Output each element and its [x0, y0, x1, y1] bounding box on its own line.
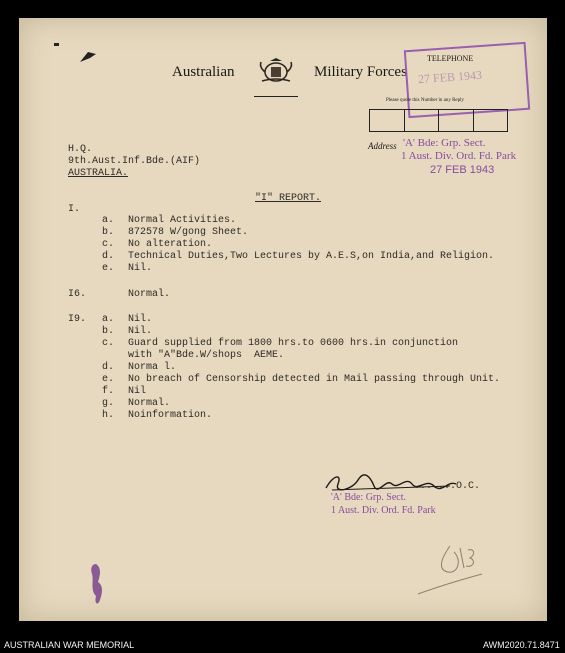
section-19-item-b: Nil. — [128, 326, 153, 337]
letterhead-rule — [254, 96, 298, 97]
section-19-number: I9. — [68, 314, 87, 325]
section-1-item-c: No alteration. — [128, 239, 213, 250]
section-19-item-f: Nil — [128, 386, 147, 397]
signature-oc: .......O.C. — [414, 481, 481, 492]
sender-line1: H.Q. — [68, 144, 93, 155]
section-1-item-e: Nil. — [128, 263, 153, 274]
section-19-item-h-letter: h. — [102, 410, 115, 421]
section-19-item-d-letter: d. — [102, 362, 115, 373]
section-19-item-a-letter: a. — [102, 314, 115, 325]
coat-of-arms-emblem — [256, 57, 296, 85]
stamp-unit-line1: 'A' Bde: Grp. Sect. — [403, 137, 486, 149]
signature-stamp-line2: 1 Aust. Div. Ord. Fd. Park — [331, 505, 436, 516]
ink-blot — [84, 560, 114, 610]
section-19-item-a: Nil. — [128, 314, 153, 325]
stamp-date: 27 FEB 1943 — [430, 164, 495, 176]
section-19-item-e: No breach of Censorship detected in Mail passing through Unit. — [128, 374, 501, 385]
section-1-number: I. — [68, 204, 81, 215]
section-19-item-c-letter: c. — [102, 338, 115, 349]
section-1-item-c-letter: c. — [102, 239, 115, 250]
letterhead-right: Military Forces — [314, 64, 407, 80]
letterhead-left: Australian — [172, 64, 235, 80]
section-19-item-f-letter: f. — [102, 386, 115, 397]
section-1-item-b-letter: b. — [102, 227, 115, 238]
section-1-item-a: Normal Activities. — [128, 215, 237, 226]
telephone-label: TELEPHONE — [427, 54, 474, 63]
section-19-item-b-letter: b. — [102, 326, 115, 337]
footer-catalogue-number: AWM2020.71.8471 — [483, 640, 560, 650]
section-16-text: Normal. — [128, 289, 171, 300]
signature-stamp-line1: 'A' Bde: Grp. Sect. — [331, 492, 406, 503]
report-title: "I" REPORT. — [255, 193, 322, 204]
section-19-item-c-continued: with "A"Bde.W/shops AEME. — [128, 350, 285, 361]
pencil-file-mark — [410, 540, 490, 600]
footer-archive-name: AUSTRALIAN WAR MEMORIAL — [4, 640, 135, 650]
corner-ink-mark — [78, 48, 100, 66]
sender-line2: 9th.Aust.Inf.Bde.(AIF) — [68, 156, 201, 167]
section-1-item-d-letter: d. — [102, 251, 115, 262]
reference-number-boxes — [369, 109, 508, 132]
section-1-item-e-letter: e. — [102, 263, 115, 274]
section-1-item-d: Technical Duties,Two Lectures by A.E.S,on India,and Religion. — [128, 251, 495, 262]
section-1-item-a-letter: a. — [102, 215, 115, 226]
stamp-unit-line2: 1 Aust. Div. Ord. Fd. Park — [401, 150, 517, 162]
paper-mark — [54, 43, 59, 46]
reply-note: Please quote this Number in any Reply — [386, 98, 465, 103]
section-16-number: I6. — [68, 289, 87, 300]
address-label: Address — [368, 141, 397, 151]
section-19-item-d: Norma l. — [128, 362, 177, 373]
sender-line3: AUSTRALIA. — [68, 168, 129, 179]
stamp-date-faded: 27 FEB 1943 — [417, 67, 483, 87]
section-19-item-c: Guard supplied from 1800 hrs.to 0600 hrs.in conjunction — [128, 338, 459, 349]
section-19-item-h: Noinformation. — [128, 410, 213, 421]
section-19-item-g-letter: g. — [102, 398, 115, 409]
section-19-item-e-letter: e. — [102, 374, 115, 385]
section-19-item-g: Normal. — [128, 398, 171, 409]
section-1-item-b: 872578 W/gong Sheet. — [128, 227, 249, 238]
